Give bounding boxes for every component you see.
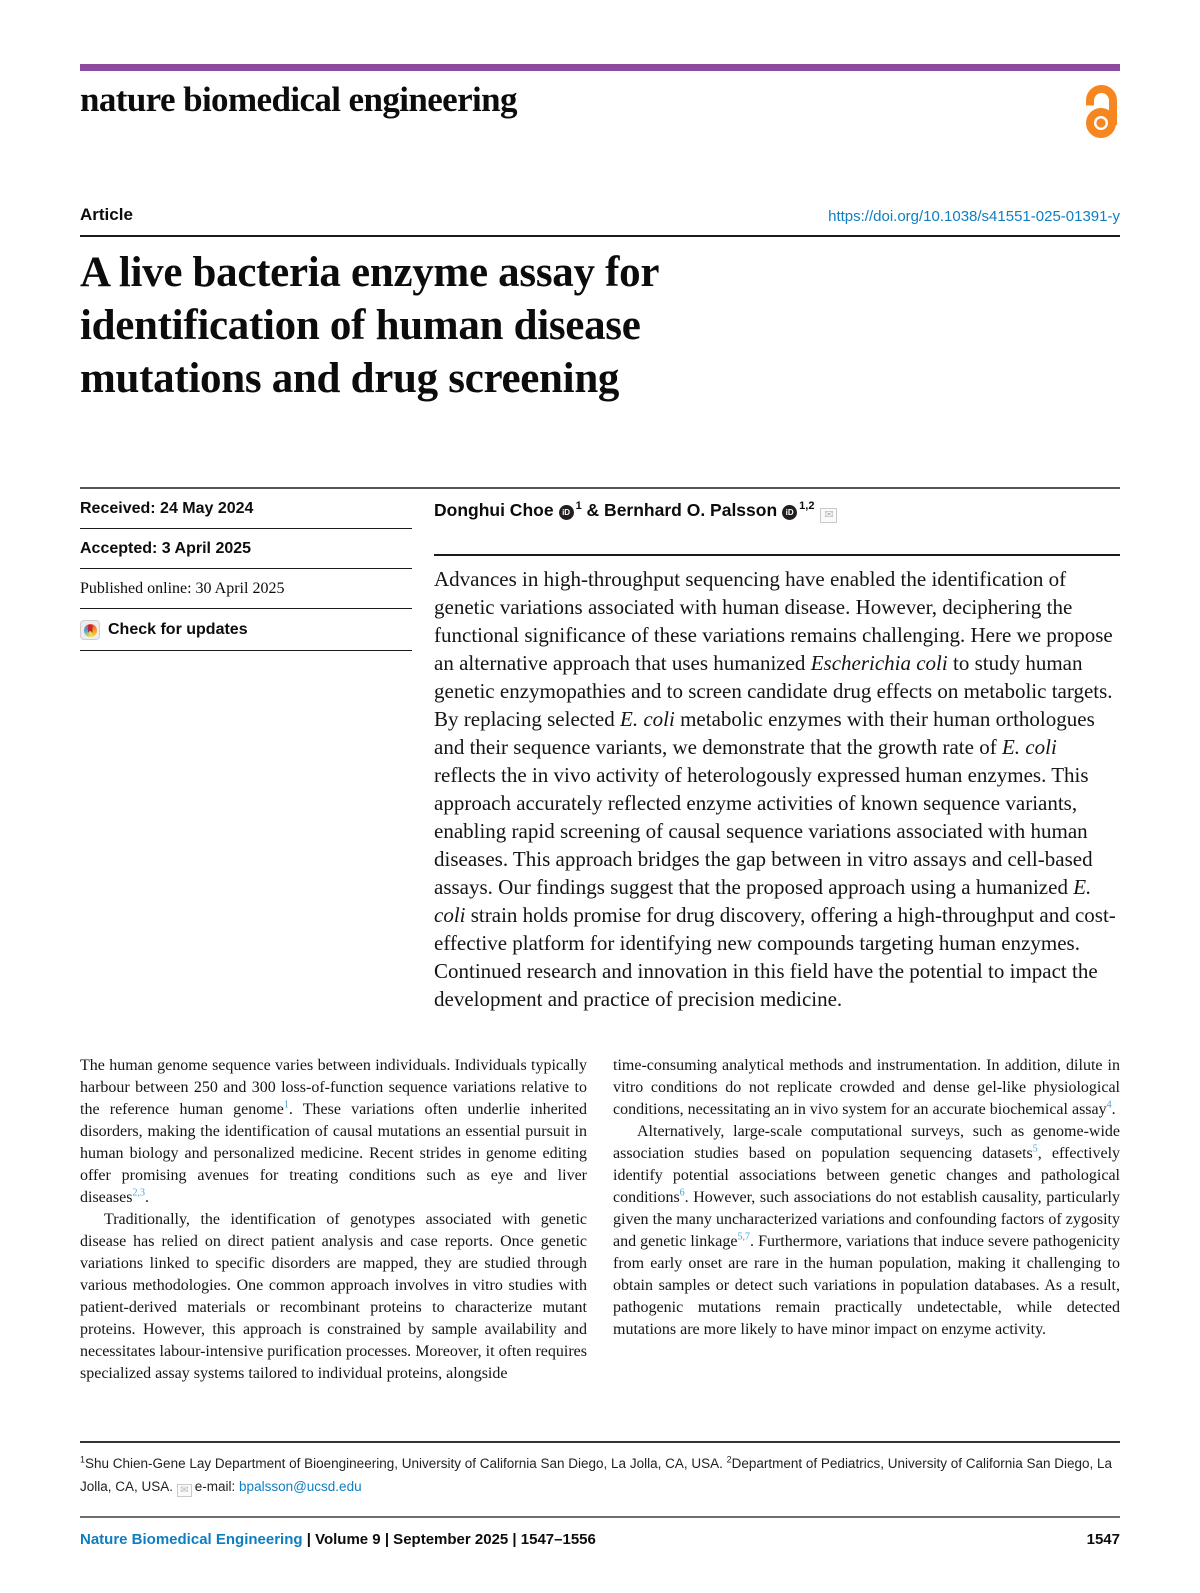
check-for-updates[interactable] <box>80 609 412 651</box>
metadata-and-abstract <box>80 489 1120 1013</box>
footer-issue-info: | Volume 9 | September 2025 | 1547–1556 <box>302 1531 596 1548</box>
orcid-icon <box>782 505 797 520</box>
article-title <box>80 246 1120 405</box>
abstract-text: Advances in high-throughput sequencing have enabled the identification of genetic variations associated with human disease. However, deciphering the functional significance of these variations remains challenging. Here we propose an alternative approach that uses humanized Escherichia coli to study human genetic enzymopathies and to screen candidate drug effects on metabolic targets. By replacing selected E. coli metabolic enzymes with their human orthologues and their sequence variants, we demonstrate that the growth rate of E. coli reflects the in vivo activity of heterologously expressed human enzymes. This approach accurately reflected enzyme activities of known sequence variants, enabling rapid screening of causal sequence variations associated with human diseases. This approach bridges the gap between in vitro assays and cell-based assays. Our findings suggest that the proposed approach using a humanized E. coli strain holds promise for drug discovery, offering a high-throughput and cost-effective platform for identifying new compounds targeting human enzymes. Continued research and innovation in this field have the potential to impact the development and practice of precision medicine. <box>434 567 1116 1011</box>
title-line-1: A live bacteria enzyme assay for <box>80 249 660 296</box>
footer-page-number: 1547 <box>1086 1531 1120 1548</box>
body-paragraph: Traditionally, the identification of genotypes associated with genetic disease has relied on direct patient analysis and case reports. Once genetic variations linked to specific disorders are mapped, they are studied through various methodologies. One common approach involves in vitro studies with patient-derived materials or recombinant proteins to characterize mutant proteins. However, this approach is constrained by sample availability and necessitates labour-intensive purification processes. Moreover, it often requires specialized assay systems tailored to individual proteins, alongside <box>80 1211 587 1382</box>
authors-abstract-column <box>434 489 1120 1013</box>
journal-wordmark: nature biomedical engineering <box>80 80 517 119</box>
body-paragraph: Alternatively, large-scale computational surveys, such as genome-wide association studies based on population sequencing datasets$^5$, effectively identify potential associations between genetic changes and pathological conditions$^6$. However, such associations do not establish causality, particularly given the many uncharacterized variations and confounding factors of zygosity and genetic linkage$^{5,7}$. Furthermore, variations that induce severe pathogenicity from early onset are rare in the human population, making it challenging to obtain samples or detect such variations in population databases. As a result, pathogenic mutations remain practically undetectable, while detected mutations are more likely to have minor impact on enzyme activity. <box>613 1123 1121 1338</box>
mail-icon <box>177 1484 192 1497</box>
metadata-column <box>80 489 412 1013</box>
open-access-icon <box>1080 84 1120 143</box>
published-date-text: Published online: 30 April 2025 <box>80 580 285 597</box>
header-divider <box>80 235 1120 237</box>
masthead <box>80 80 1120 143</box>
accepted-date-text: Accepted: 3 April 2025 <box>80 540 252 557</box>
author-list: Donghui Choe iD $^1$ & Bernhard O. Palsson iD $^{1,2}$✉ <box>434 489 1120 523</box>
body-text <box>80 1055 1120 1385</box>
received-date <box>80 489 412 529</box>
orcid-icon <box>559 505 574 520</box>
body-column-left <box>80 1055 587 1385</box>
body-column-right <box>613 1055 1120 1385</box>
body-paragraph: The human genome sequence varies between individuals. Individuals typically harbour between 250 and 300 loss-of-function sequence variations relative to the reference human genome$^1$. These variations often underlie inherited disorders, making the identification of causal mutations an essential pursuit in human biology and personalized medicine. Recent strides in genome editing offer promising avenues for treating conditions such as eye and liver diseases$^{2,3}$. <box>80 1057 588 1206</box>
masthead-accent-bar <box>80 64 1120 71</box>
page-footer <box>80 1516 1120 1548</box>
title-line-3: mutations and drug screening <box>80 355 620 402</box>
published-date <box>80 569 412 609</box>
crossmark-icon <box>80 620 100 640</box>
article-type-label: Article <box>80 205 133 224</box>
email-link[interactable]: bpalsson@ucsd.edu <box>239 1478 362 1494</box>
article-header-row <box>80 205 1120 225</box>
mail-icon <box>820 508 837 523</box>
affiliations-footnote: $^1$Shu Chien-Gene Lay Department of Bioengineering, University of California San Diego, La Jolla, CA, USA. $^2$Department of Pediatrics, University of California San Diego, La Jolla, CA, USA. ✉e-mail: bpalsson@ucsd.edu <box>80 1441 1120 1499</box>
check-for-updates-label: Check for updates <box>108 621 248 638</box>
footer-citation <box>80 1531 596 1548</box>
accepted-date <box>80 529 412 569</box>
body-paragraph: time-consuming analytical methods and instrumentation. In addition, dilute in vitro conditions do not replicate crowded and dense gel-like physiological conditions, necessitating an in vivo system for an accurate biochemical assay$^4$. <box>613 1057 1120 1118</box>
title-line-2: identification of human disease <box>80 302 641 349</box>
doi-link[interactable]: https://doi.org/10.1038/s41551-025-01391-y <box>828 208 1120 225</box>
footer-journal-link[interactable]: Nature Biomedical Engineering <box>80 1531 303 1548</box>
received-date-text: Received: 24 May 2024 <box>80 500 254 517</box>
